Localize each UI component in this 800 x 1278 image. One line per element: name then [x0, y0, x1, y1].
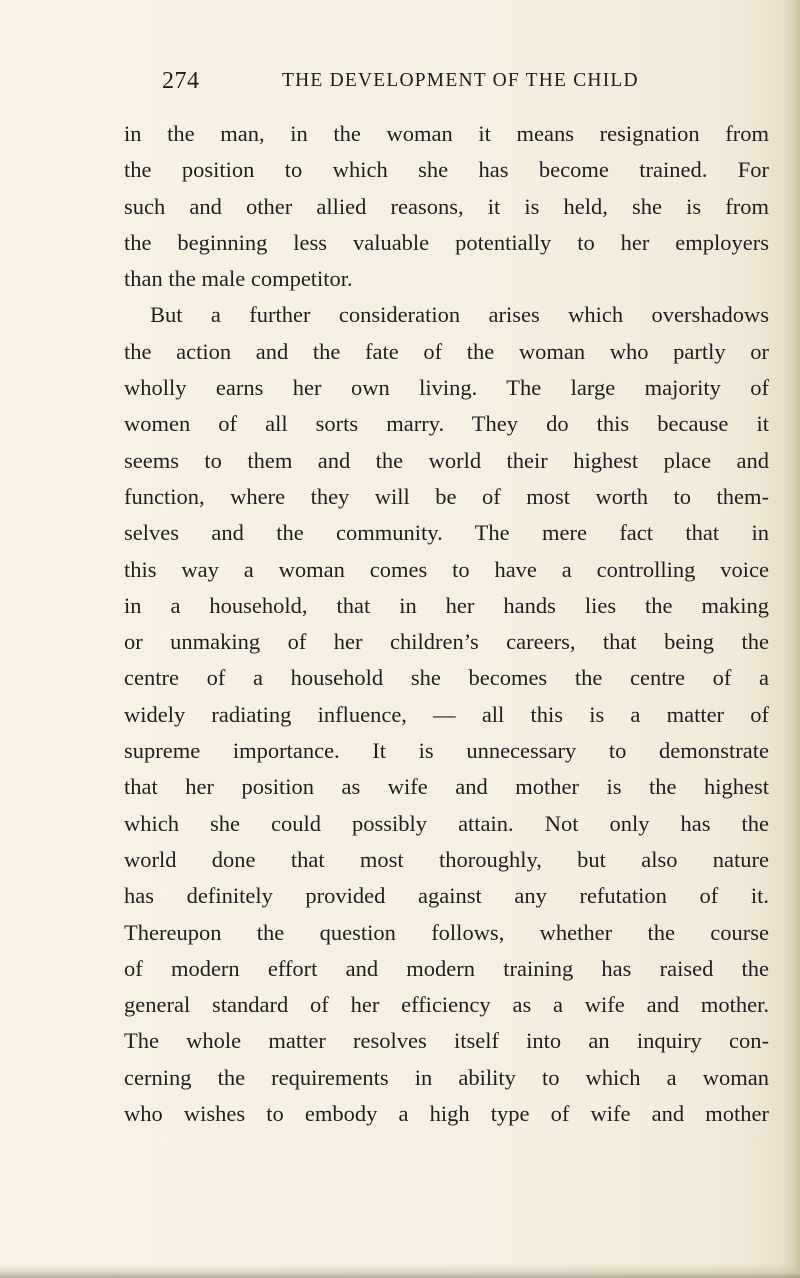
text-line: centre of a household she becomes the centre of a — [124, 665, 769, 691]
text-line: wholly earns her own living. The large majority of — [124, 375, 769, 401]
text-line: cerning the requirements in ability to which a woman — [124, 1064, 769, 1090]
text-line: has definitely provided against any refutation of it. — [124, 883, 769, 909]
text-line: who wishes to embody a high type of wife and mother — [124, 1101, 769, 1127]
text-line: Thereupon the question follows, whether the course — [124, 919, 769, 945]
text-line: such and other allied reasons, it is held, she is from — [124, 193, 769, 219]
text-line: women of all sorts marry. They do this because it — [124, 411, 769, 437]
body-text — [124, 116, 769, 1132]
running-title: THE DEVELOPMENT OF THE CHILD — [282, 70, 639, 91]
text-line: The whole matter resolves itself into an inquiry con- — [124, 1028, 769, 1054]
text-line: that her position as wife and mother is the highest — [124, 774, 769, 800]
page-bottom-edge — [0, 1264, 800, 1278]
text-line: function, where they will be of most worth to them- — [124, 483, 769, 509]
text-line: general standard of her efficiency as a wife and mother. — [124, 992, 769, 1018]
text-line: the action and the fate of the woman who partly or — [124, 338, 769, 364]
text-line: world done that most thoroughly, but also nature — [124, 846, 769, 872]
text-line: the position to which she has become trained. For — [124, 157, 769, 183]
text-line: this way a woman comes to have a controlling voice — [124, 556, 769, 582]
text-line: in a household, that in her hands lies the making — [124, 592, 769, 618]
text-line: than the male competitor. — [124, 266, 353, 292]
page-number: 274 — [162, 68, 200, 94]
text-line: widely radiating influence, — all this is a matter of — [124, 701, 769, 727]
text-line: which she could possibly attain. Not only has the — [124, 810, 769, 836]
page-header — [162, 68, 722, 98]
text-line: in the man, in the woman it means resignation from — [124, 121, 769, 146]
text-line: of modern effort and modern training has raised the — [124, 955, 769, 981]
text-line: But a further consideration arises which overshadows — [150, 302, 769, 328]
text-line: seems to them and the world their highest place and — [124, 447, 769, 473]
page-edge-shadow — [782, 0, 800, 1278]
text-line: or unmaking of her children’s careers, that being the — [124, 629, 769, 655]
text-line: selves and the community. The mere fact that in — [124, 520, 769, 546]
text-line: supreme importance. It is unnecessary to demonstrate — [124, 738, 769, 764]
text-line: the beginning less valuable potentially to her employers — [124, 229, 769, 255]
